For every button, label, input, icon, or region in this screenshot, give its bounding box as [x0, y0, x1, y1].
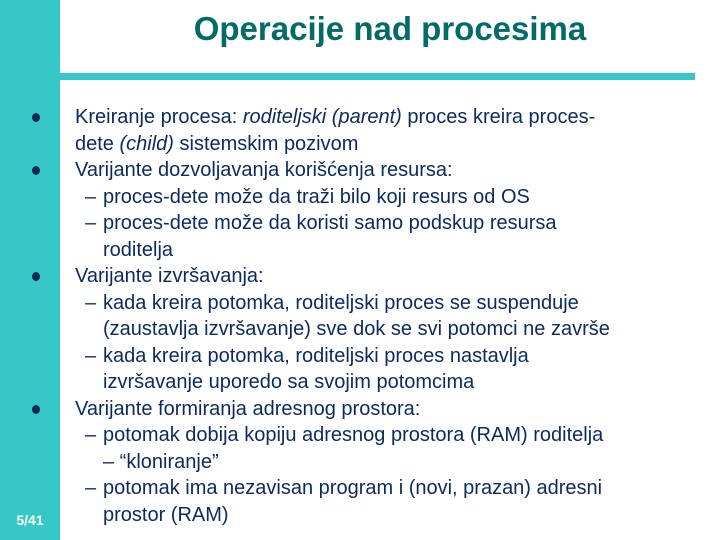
text-line — [75, 263, 264, 289]
text-span: proces-dete može da traži bilo koji resurs od OS — [103, 185, 530, 208]
text-span: prostor (RAM) — [103, 503, 229, 526]
text-line — [103, 343, 529, 369]
text-span: (zaustavlja izvršavanje) sve dok se svi potomci ne završe — [103, 318, 610, 340]
text-span: izvršavanje uporedo sa svojim potomcima — [103, 371, 475, 393]
text-line — [75, 131, 358, 157]
text-span: dete — [75, 132, 120, 155]
text-span: potomak ima nezavisan program i (novi, prazan) adresni — [103, 477, 603, 499]
slide-title: Operacije nad procesima — [193, 10, 587, 47]
text-line — [103, 210, 557, 236]
text-span: Varijante formiranja adresnog prostora: — [75, 397, 421, 420]
text-span: proces kreira proces- — [401, 106, 596, 128]
text-line — [103, 237, 173, 263]
text-span: proces-dete može da koristi samo podskup resursa — [103, 212, 557, 234]
text-span: sistemskim pozivom — [173, 132, 359, 155]
text-line — [103, 449, 219, 475]
text-span: (child) — [119, 132, 174, 155]
text-line — [103, 422, 603, 448]
text-line — [103, 369, 474, 395]
bullet-icon — [32, 113, 40, 122]
text-line — [75, 396, 420, 422]
dash-bullet-icon: – — [85, 424, 97, 446]
dash-bullet-icon: – — [85, 477, 97, 499]
text-line — [103, 290, 579, 316]
text-span: kada kreira potomka, roditeljski proces se suspenduje — [103, 291, 579, 314]
side-band — [0, 0, 60, 540]
bullet-icon — [32, 272, 40, 281]
text-span: – “kloniranje” — [103, 450, 219, 473]
text-span: Kreiranje procesa: — [75, 106, 243, 128]
dash-bullet-icon: – — [85, 185, 97, 208]
text-line — [103, 502, 229, 528]
text-span: Varijante izvršavanja: — [75, 265, 264, 287]
text-span: Varijante dozvoljavanja korišćenja resursa: — [75, 159, 453, 181]
dash-bullet-icon: – — [85, 212, 97, 234]
text-span: kada kreira potomka, roditeljski proces nastavlja — [103, 344, 529, 367]
title-underline — [45, 73, 695, 80]
page-number: 5/41 — [16, 512, 44, 528]
text-line — [75, 157, 453, 183]
text-line — [103, 184, 530, 210]
dash-bullet-icon: – — [85, 344, 97, 367]
text-span: roditeljski (parent) — [242, 106, 402, 128]
text-line — [103, 475, 602, 501]
text-line — [75, 104, 595, 130]
dash-bullet-icon: – — [85, 291, 97, 314]
text-span: potomak dobija kopiju adresnog prostora (RAM) roditelja — [103, 424, 604, 446]
bullet-icon — [32, 405, 40, 414]
text-line — [103, 316, 610, 342]
text-span: roditelja — [103, 238, 174, 261]
bullet-icon — [32, 166, 40, 175]
